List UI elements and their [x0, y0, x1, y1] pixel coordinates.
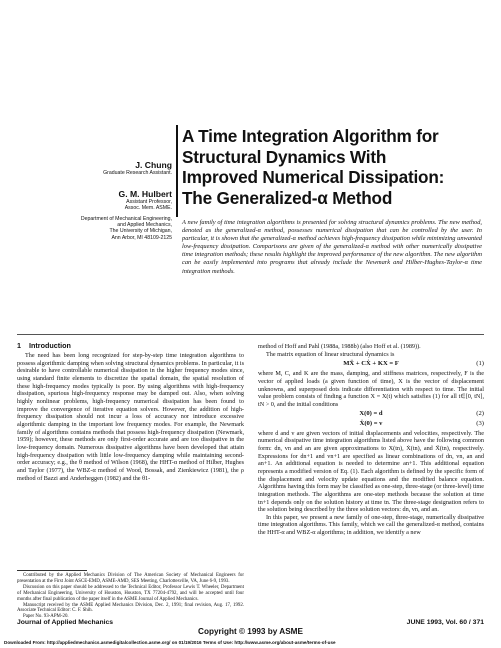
footnote: Contributed by the Applied Mechanics Division of The American Society of Mechanical Engineers for presentation at the First Joint ASCE-EMD, ASME-AMD, SES Meeting, Charlottesville, VA, June 6-9, 1993.: [17, 573, 244, 584]
left-column-body: [17, 352, 244, 482]
equation-expression: X(0) = d: [359, 409, 383, 417]
author-title-line: Assistant Professor,: [126, 199, 172, 206]
section-heading: [17, 341, 71, 350]
abstract: A new family of time integration algorithms is presented for solving structural dynamics problems. The new method, denoted as the generalized-α method, possesses numerical dissipation that can be controlled by the user. In particular, it is shown that the generalized-α method achieves high-frequency dissipation while minimizing unwanted low-frequency dissipation. Comparisons are given of the generalized-α method with other numerically dissipative time integration methods; these results highlight the improved performance of the new algorithm. The new algorithm can be easily implemented into programs that already include the Newmark and Hilber-Hughes-Taylor-α time integration methods.: [182, 219, 482, 275]
author-title-line: Assoc. Mem. ASME.: [124, 205, 172, 212]
equation-number: (2): [476, 409, 484, 417]
author-dept-line: The University of Michigan,: [109, 228, 172, 235]
download-notice: Downloaded From: http://appliedmechanics.asmedigitalcollection.asme.org/ on 01/19/2016 Terms of Use: http://www.asme.org/about-asme/terms-of-use: [4, 640, 336, 645]
equation-number: (3): [476, 419, 484, 427]
equation-1: [258, 359, 484, 369]
equation-number: (1): [476, 360, 484, 368]
equation-expression: MẌ + CẊ + KX = F: [343, 360, 399, 368]
author-dept-line: Department of Mechanical Engineering,: [80, 216, 172, 223]
equation-expression: Ẋ(0) = v: [359, 419, 383, 427]
body-paragraph: method of Hoff and Pahl (1988a, 1988b) (also Hoff et al. (1989)).: [258, 343, 421, 350]
copyright-notice: Copyright © 1993 by ASME: [198, 627, 303, 636]
author-dept-line: and Applied Mechanics,: [117, 222, 172, 229]
issue-page-info: JUNE 1993, Vol. 60 / 371: [406, 619, 484, 626]
body-paragraph: The matrix equation of linear structural dynamics is: [266, 350, 395, 358]
footnote-rule: [17, 570, 87, 571]
author-dept-line: Ann Arbor, MI 48109-2125: [111, 234, 172, 241]
section-number: 1: [17, 341, 21, 350]
right-column-body: [258, 343, 484, 537]
title-line: Structural Dynamics With: [182, 146, 387, 167]
title-line: A Time Integration Algorithm for: [182, 126, 439, 146]
footnote: Manuscript received by the ASME Applied Mechanics Division, Dec. 2, 1991; final revision, Aug. 17, 1992. Associate Technical Editor: C. F. Shih.: [17, 602, 244, 614]
header-divider: [17, 334, 484, 335]
footnote: Paper No. 93-APM-20.: [23, 614, 69, 620]
paper-title: [182, 126, 482, 208]
body-paragraph: where d and v are given vectors of initial displacements and velocities, respectively. The numerical dissipative time integration algorithms listed above have the following common form: dn, vn and an are given approximations to X(tn), Ẋ(tn), and Ẍ(tn), respectively. Expressions for dn+1 and vn+1 are specified as linear combinations of dn, vn, an and an+1. An additional equation is needed to determine an+1. This additional equation represents a modified version of Eq. (1). Each algorithm is defined by the specific form of the displacement and velocity update equations and the modified balance equation. Algorithms having this form may be classified as one-step, three-stage (or three-level) time integration methods. The algorithms are one-step methods because the solution at time tn+1 depends only on the solution history at time tn. The three-stage designation refers to the solution being described by the three solution vectors: dn, vn, and an.: [258, 429, 484, 514]
body-paragraph: The need has been long recognized for step-by-step time integration algorithms to possess algorithmic damping when solving structural dynamics problems. In particular, it is desirable to have controllable numerical dissipation in the higher frequency modes since, using standard finite elements to discretize the spatial domain, the spatial resolution of these high-frequency modes typically is poor. By using algorithms with high-frequency dissipation, spurious high-frequency response may be damped out. Also, when solving highly nonlinear problems, high-frequency numerical dissipation has been found to improve the convergence of iterative equation solvers. However, the addition of high-frequency dissipation should not incur a loss of accuracy nor introduce excessive algorithmic damping in the important low frequency modes. For example, the Newmark family of algorithms contains methods that possess high-frequency dissipation (Newmark, 1959); however, these methods are only first-order accurate and are too dissipative in the low-frequency domain. Numerous dissipative algorithms have been developed that attain high-frequency dissipation with little low-frequency damping while maintaining second-order accuracy; e.g., the θ method of Wilson (1968), the HHT-α method of Hilber, Hughes and Taylor (1977), the WBZ-α method of Wood, Bossak, and Zienkiewicz (1981), the ρ method of Bazzi and Anderheggen (1982) and the θ1-: [17, 352, 244, 482]
author-affiliation-1: Graduate Research Assistant.: [103, 170, 172, 176]
author-name-1: J. Chung: [135, 160, 172, 170]
title-vertical-rule: [176, 125, 178, 217]
title-line: The Generalized-α Method: [182, 187, 393, 208]
footnote: Discussion on this paper should be addressed to the Technical Editor, Professor Lewis T. Wheeler, Department of Mechanical Engineering, University of Houston, Houston, TX 77204-4792, and will be accepted until four months after final publication of the paper itself in the ASME Journal of Applied Mechanics.: [17, 584, 244, 602]
footnotes: [17, 573, 244, 620]
author-block: [14, 160, 172, 241]
section-title: Introduction: [29, 341, 71, 350]
body-paragraph: where M, C, and K are the mass, damping, and stiffness matrices, respectively, F is the vector of applied loads (a given function of time), X is the vector of displacement unknowns, and superposed dots indicate differentiation with respect to time. The initial value problem consists of finding a function X = X(t) which satisfies (1) for all t∈[0, tN], tN > 0, and the initial conditions: [258, 370, 484, 408]
author-name-2: G. M. Hulbert: [118, 189, 172, 200]
body-paragraph: In this paper, we present a new family of one-step, three-stage, numerically dissipative time integration algorithms. This family, which we call the generalized-α method, contains the HHT-α and WBZ-α algorithms; in addition, we identify a new: [258, 513, 484, 537]
equation-3: [258, 419, 484, 429]
equation-2: [258, 409, 484, 419]
title-line: Improved Numerical Dissipation:: [182, 167, 445, 187]
journal-name: Journal of Applied Mechanics: [17, 619, 114, 626]
